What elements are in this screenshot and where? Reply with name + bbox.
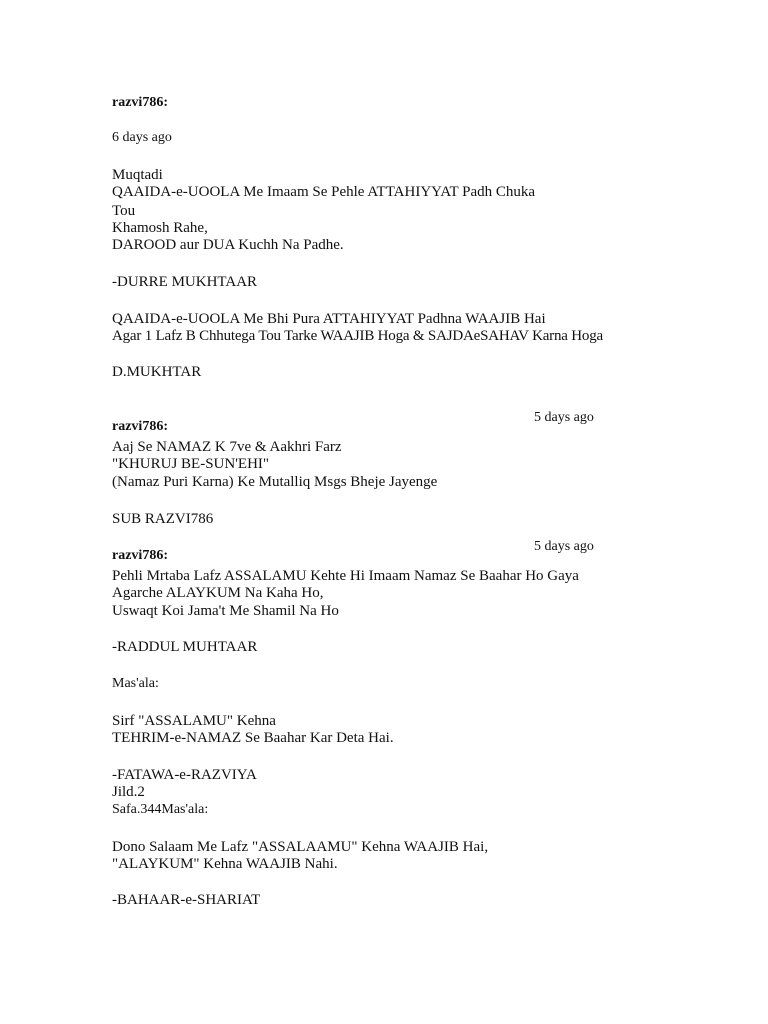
- post-text-line: Jild.2: [112, 784, 145, 800]
- post-text-line: Uswaqt Koi Jama't Me Shamil Na Ho: [112, 603, 339, 619]
- post-text-line: QAAIDA-e-UOOLA Me Bhi Pura ATTAHIYYAT Padhna WAAJIB Hai: [112, 311, 546, 327]
- post-text-line: Aaj Se NAMAZ K 7ve & Aakhri Farz: [112, 439, 342, 455]
- post-source: -RADDUL MUHTAAR: [112, 639, 258, 655]
- post-text-line: Safa.344Mas'ala:: [112, 802, 209, 817]
- post-username: razvi786:: [112, 548, 168, 563]
- post-text-line: Khamosh Rahe,: [112, 220, 208, 236]
- post-text-line: "KHURUJ BE-SUN'EHI": [112, 456, 270, 472]
- post-text-line: Mas'ala:: [112, 676, 159, 691]
- post-username: razvi786:: [112, 95, 168, 110]
- post-text-line: Agarche ALAYKUM Na Kaha Ho,: [112, 585, 324, 601]
- post-source: -BAHAAR-e-SHARIAT: [112, 892, 261, 908]
- post-source: D.MUKHTAR: [112, 364, 202, 380]
- post-text-line: Agar 1 Lafz B Chhutega Tou Tarke WAAJIB Hoga & SAJDAeSAHAV Karna Hoga: [112, 328, 603, 344]
- post-timestamp: 5 days ago: [534, 539, 594, 554]
- post-text-line: Muqtadi: [112, 167, 163, 183]
- post-text-line: Tou: [112, 203, 136, 219]
- post-signature: SUB RAZVI786: [112, 511, 214, 527]
- post-source: -FATAWA-e-RAZVIYA: [112, 767, 257, 783]
- post-text-line: "ALAYKUM" Kehna WAAJIB Nahi.: [112, 856, 338, 872]
- post-text-line: TEHRIM-e-NAMAZ Se Baahar Kar Deta Hai.: [112, 730, 394, 746]
- post-source: -DURRE MUKHTAAR: [112, 274, 258, 290]
- post-text-line: DAROOD aur DUA Kuchh Na Padhe.: [112, 237, 344, 253]
- post-username: razvi786:: [112, 419, 168, 434]
- post-text-line: Pehli Mrtaba Lafz ASSALAMU Kehte Hi Imaam Namaz Se Baahar Ho Gaya: [112, 568, 579, 584]
- post-text-line: Sirf "ASSALAMU" Kehna: [112, 713, 276, 729]
- post-text-line: Dono Salaam Me Lafz "ASSALAAMU" Kehna WAAJIB Hai,: [112, 839, 489, 855]
- post-timestamp: 5 days ago: [534, 410, 594, 425]
- post-text-line: (Namaz Puri Karna) Ke Mutalliq Msgs Bheje Jayenge: [112, 474, 438, 490]
- post-timestamp: 6 days ago: [112, 130, 172, 145]
- post-text-line: QAAIDA-e-UOOLA Me Imaam Se Pehle ATTAHIYYAT Padh Chuka: [112, 184, 536, 200]
